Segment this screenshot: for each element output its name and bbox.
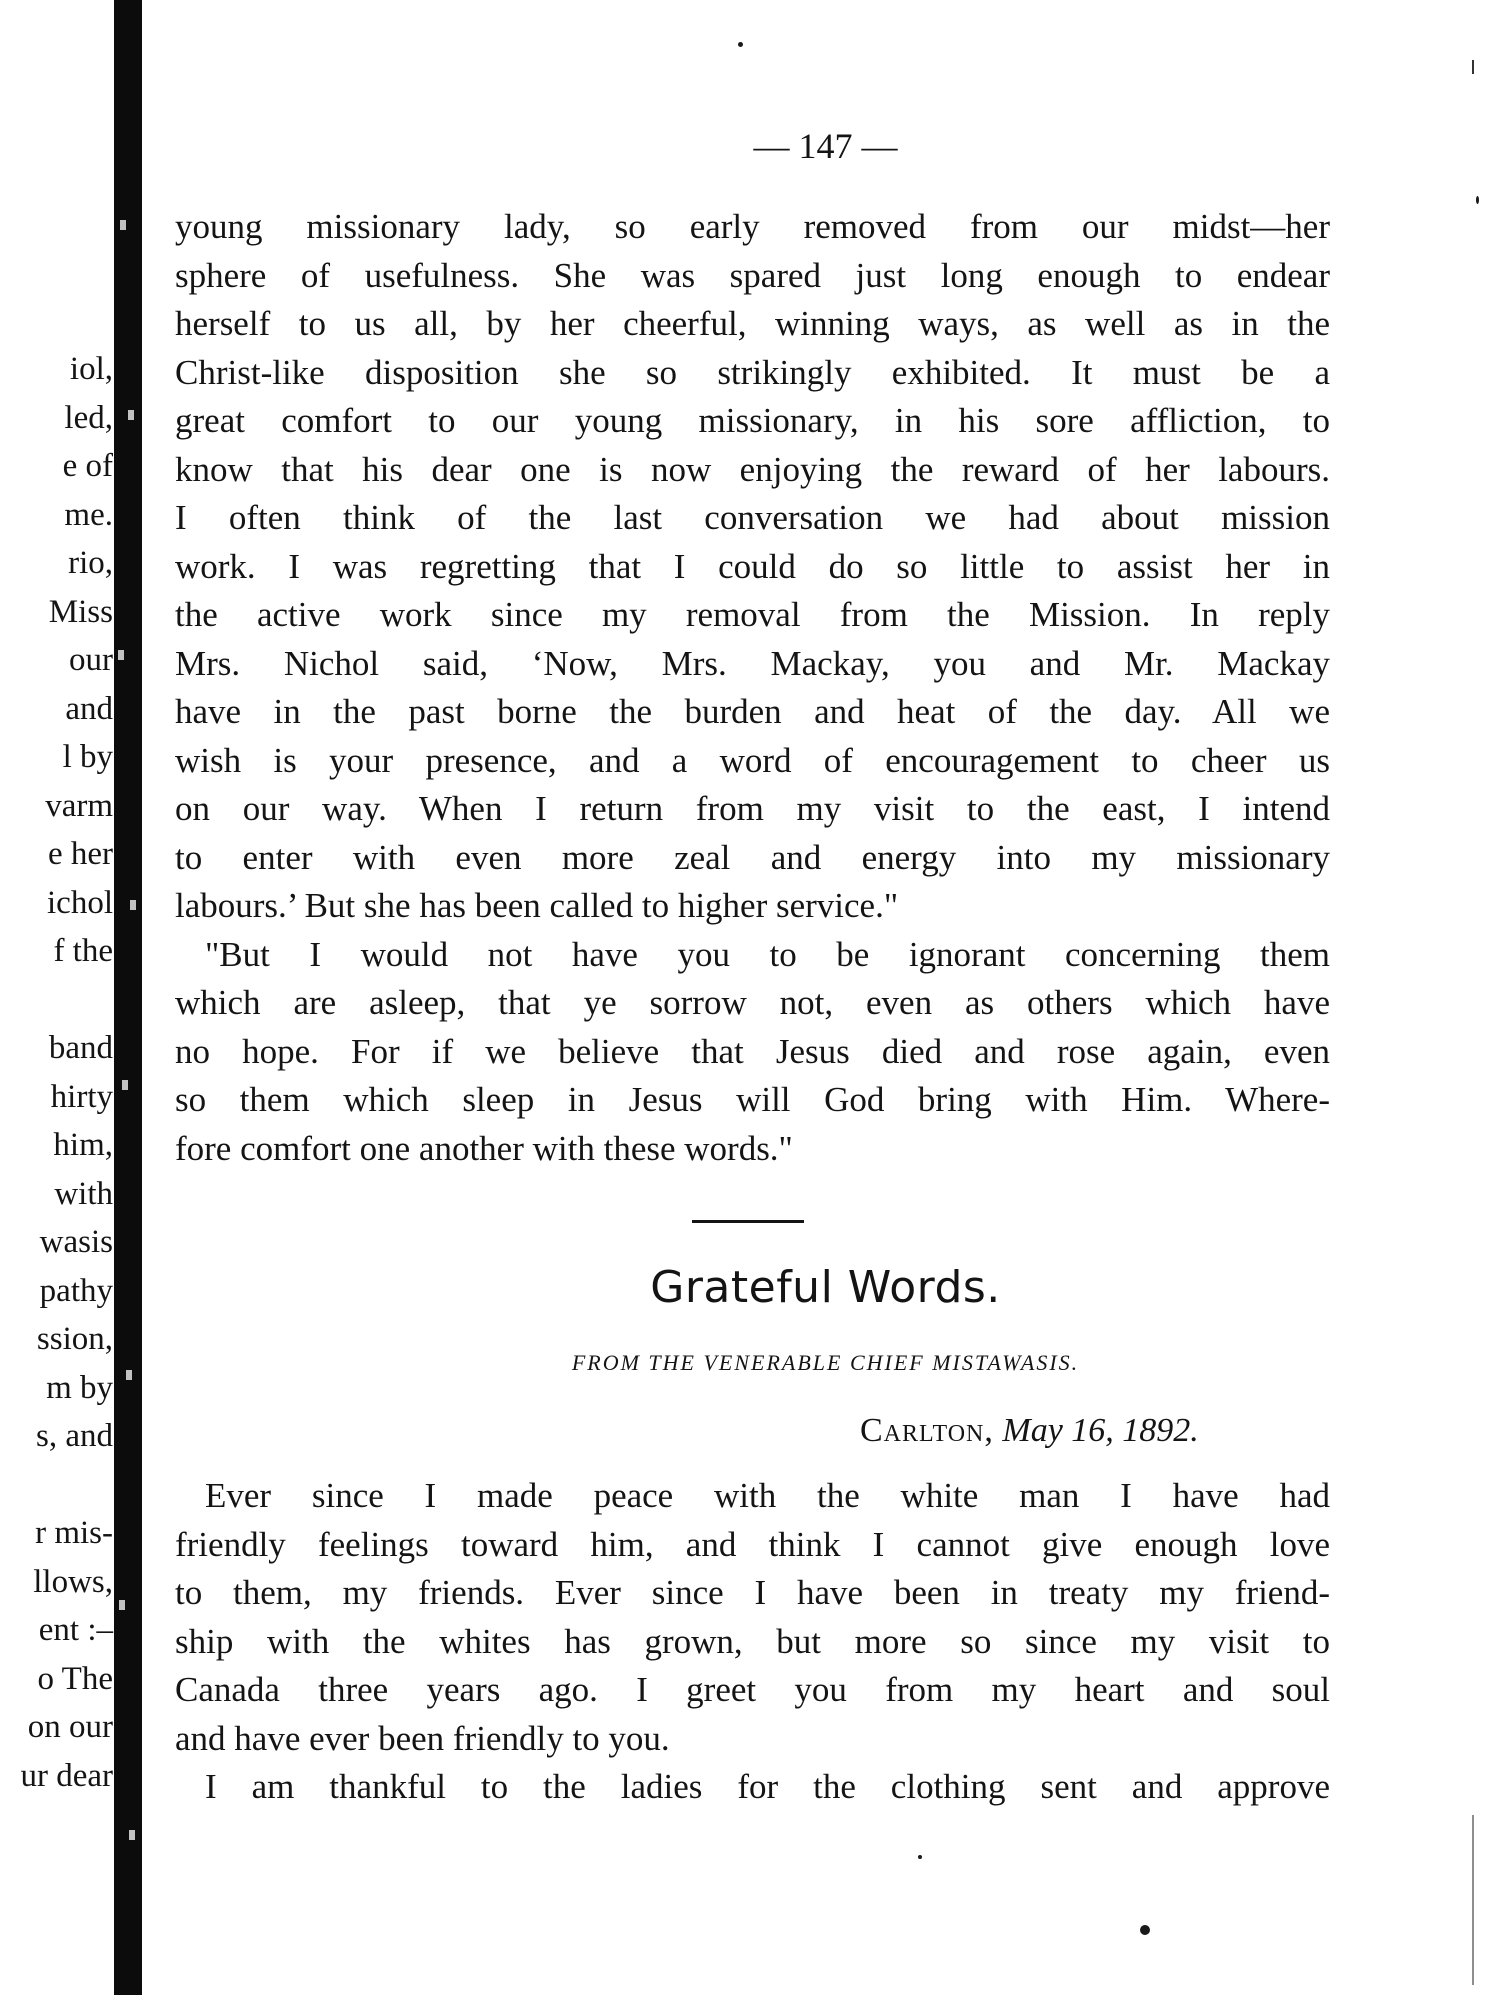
left-page-fragments (3, 345, 113, 1800)
section-subheading: FROM THE VENERABLE CHIEF MISTAWASIS. (571, 1350, 1080, 1375)
scan-speck (1140, 1925, 1150, 1935)
text-line: I often think of the last conversation we had about mission (175, 498, 1330, 537)
scripture-line: which are asleep, that ye sorrow not, even as others which have (175, 983, 1330, 1022)
fragment-line: iol, (69, 351, 113, 387)
fragment-line: e of (62, 448, 113, 484)
fragment-line: on our (27, 1709, 113, 1745)
letter-line: friendly feelings toward him, and think I cannot give enough love (175, 1524, 1330, 1564)
fragment-line: our (69, 642, 113, 678)
fragment-line: ichol (47, 884, 113, 921)
page-edge-mark (1472, 60, 1474, 74)
binding-speck (122, 1080, 128, 1090)
text-line: to enter with even more zeal and energy into my missionary (175, 837, 1330, 877)
letter-line: Canada three years ago. I greet you from my heart and soul (175, 1670, 1330, 1709)
fragment-line: ssion, (36, 1321, 113, 1357)
scan-speck (918, 1855, 922, 1859)
letter-line: I am thankful to the ladies for the clothing sent and approve (205, 1767, 1330, 1806)
text-line: young missionary lady, so early removed from our midst—her (175, 207, 1330, 246)
page-number: — 147 — (753, 126, 898, 166)
fragment-line: with (54, 1175, 113, 1212)
fragment-line: Miss (48, 593, 113, 630)
text-line: great comfort to our young missionary, in his sore affliction, to (175, 401, 1330, 440)
binding-speck (128, 410, 134, 420)
letter-text-block (175, 1472, 1330, 1812)
fragment-line: band (48, 1030, 113, 1066)
page-edge-mark (1472, 1815, 1474, 1985)
binding-speck (130, 900, 136, 910)
text-line: Mrs. Nichol said, ‘Now, Mrs. Mackay, you and Mr. Mackay (175, 643, 1330, 683)
binding-speck (119, 1600, 125, 1610)
text-line: on our way. When I return from my visit to the east, I intend (175, 789, 1330, 828)
letter-line: Ever since I made peace with the white man I have had (205, 1476, 1330, 1515)
section-heading: Grateful Words. (650, 1262, 1001, 1313)
dateline-place: Carlton, (860, 1412, 994, 1449)
fragment-line: pathy (39, 1272, 113, 1309)
text-line: labours.’ But she has been called to higher service." (175, 886, 899, 925)
fragment-line: ur dear (20, 1757, 113, 1794)
fragment-line: hirty (50, 1078, 113, 1115)
fragment-line: me. (64, 496, 113, 533)
binding-speck (129, 1830, 135, 1840)
scan-speck (1476, 196, 1479, 204)
text-line: the active work since my removal from the Mission. In reply (175, 595, 1330, 634)
fragment-line (3, 976, 113, 1025)
text-line: work. I was regretting that I could do so little to assist her in (175, 546, 1330, 586)
scripture-line: fore comfort one another with these words." (175, 1128, 793, 1168)
letter-line: to them, my friends. Ever since I have been in treaty my friend- (175, 1573, 1330, 1612)
fragment-line: m by (46, 1369, 113, 1406)
letter-line: ship with the whites has grown, but more so since my visit to (175, 1621, 1330, 1661)
section-divider (692, 1220, 804, 1223)
fragment-line: s, and (36, 1418, 113, 1454)
binding-speck (120, 220, 126, 230)
fragment-line: llows, (33, 1563, 113, 1600)
book-binding-gutter (114, 0, 142, 1995)
fragment-line: ent :– (38, 1612, 113, 1648)
fragment-line: l by (62, 739, 113, 775)
fragment-line: him, (53, 1127, 113, 1163)
scripture-line: no hope. For if we believe that Jesus died and rose again, even (175, 1031, 1330, 1071)
fragment-line: f the (53, 933, 113, 969)
scripture-line: "But I would not have you to be ignorant concerning them (205, 934, 1330, 974)
fragment-line: o The (37, 1660, 113, 1697)
fragment-line: rio, (68, 545, 113, 581)
fragment-line: and (65, 690, 113, 727)
letter-line: and have ever been friendly to you. (175, 1718, 670, 1758)
text-line: herself to us all, by her cheerful, winning ways, as well as in the (175, 304, 1330, 343)
scan-speck (738, 42, 743, 47)
text-line: have in the past borne the burden and heat of the day. All we (175, 692, 1330, 731)
fragment-line: varm (45, 787, 113, 824)
fragment-line: led, (64, 399, 113, 436)
fragment-line (3, 1461, 113, 1510)
scripture-line: so them which sleep in Jesus will God bring with Him. Where- (175, 1080, 1330, 1119)
dateline-date: May 16, 1892. (1002, 1412, 1199, 1449)
text-line: know that his dear one is now enjoying the reward of her labours. (175, 449, 1330, 489)
fragment-line: e her (47, 836, 113, 872)
text-line: Christ-like disposition she so strikingly exhibited. It must be a (175, 352, 1330, 392)
text-line: sphere of usefulness. She was spared just long enough to endear (175, 255, 1330, 295)
fragment-line: r mis- (35, 1515, 113, 1551)
letter-dateline (860, 1412, 1199, 1450)
main-text-block (175, 203, 1330, 1173)
fragment-line: wasis (39, 1224, 113, 1260)
text-line: wish is your presence, and a word of encouragement to cheer us (175, 740, 1330, 780)
binding-speck (118, 650, 124, 660)
